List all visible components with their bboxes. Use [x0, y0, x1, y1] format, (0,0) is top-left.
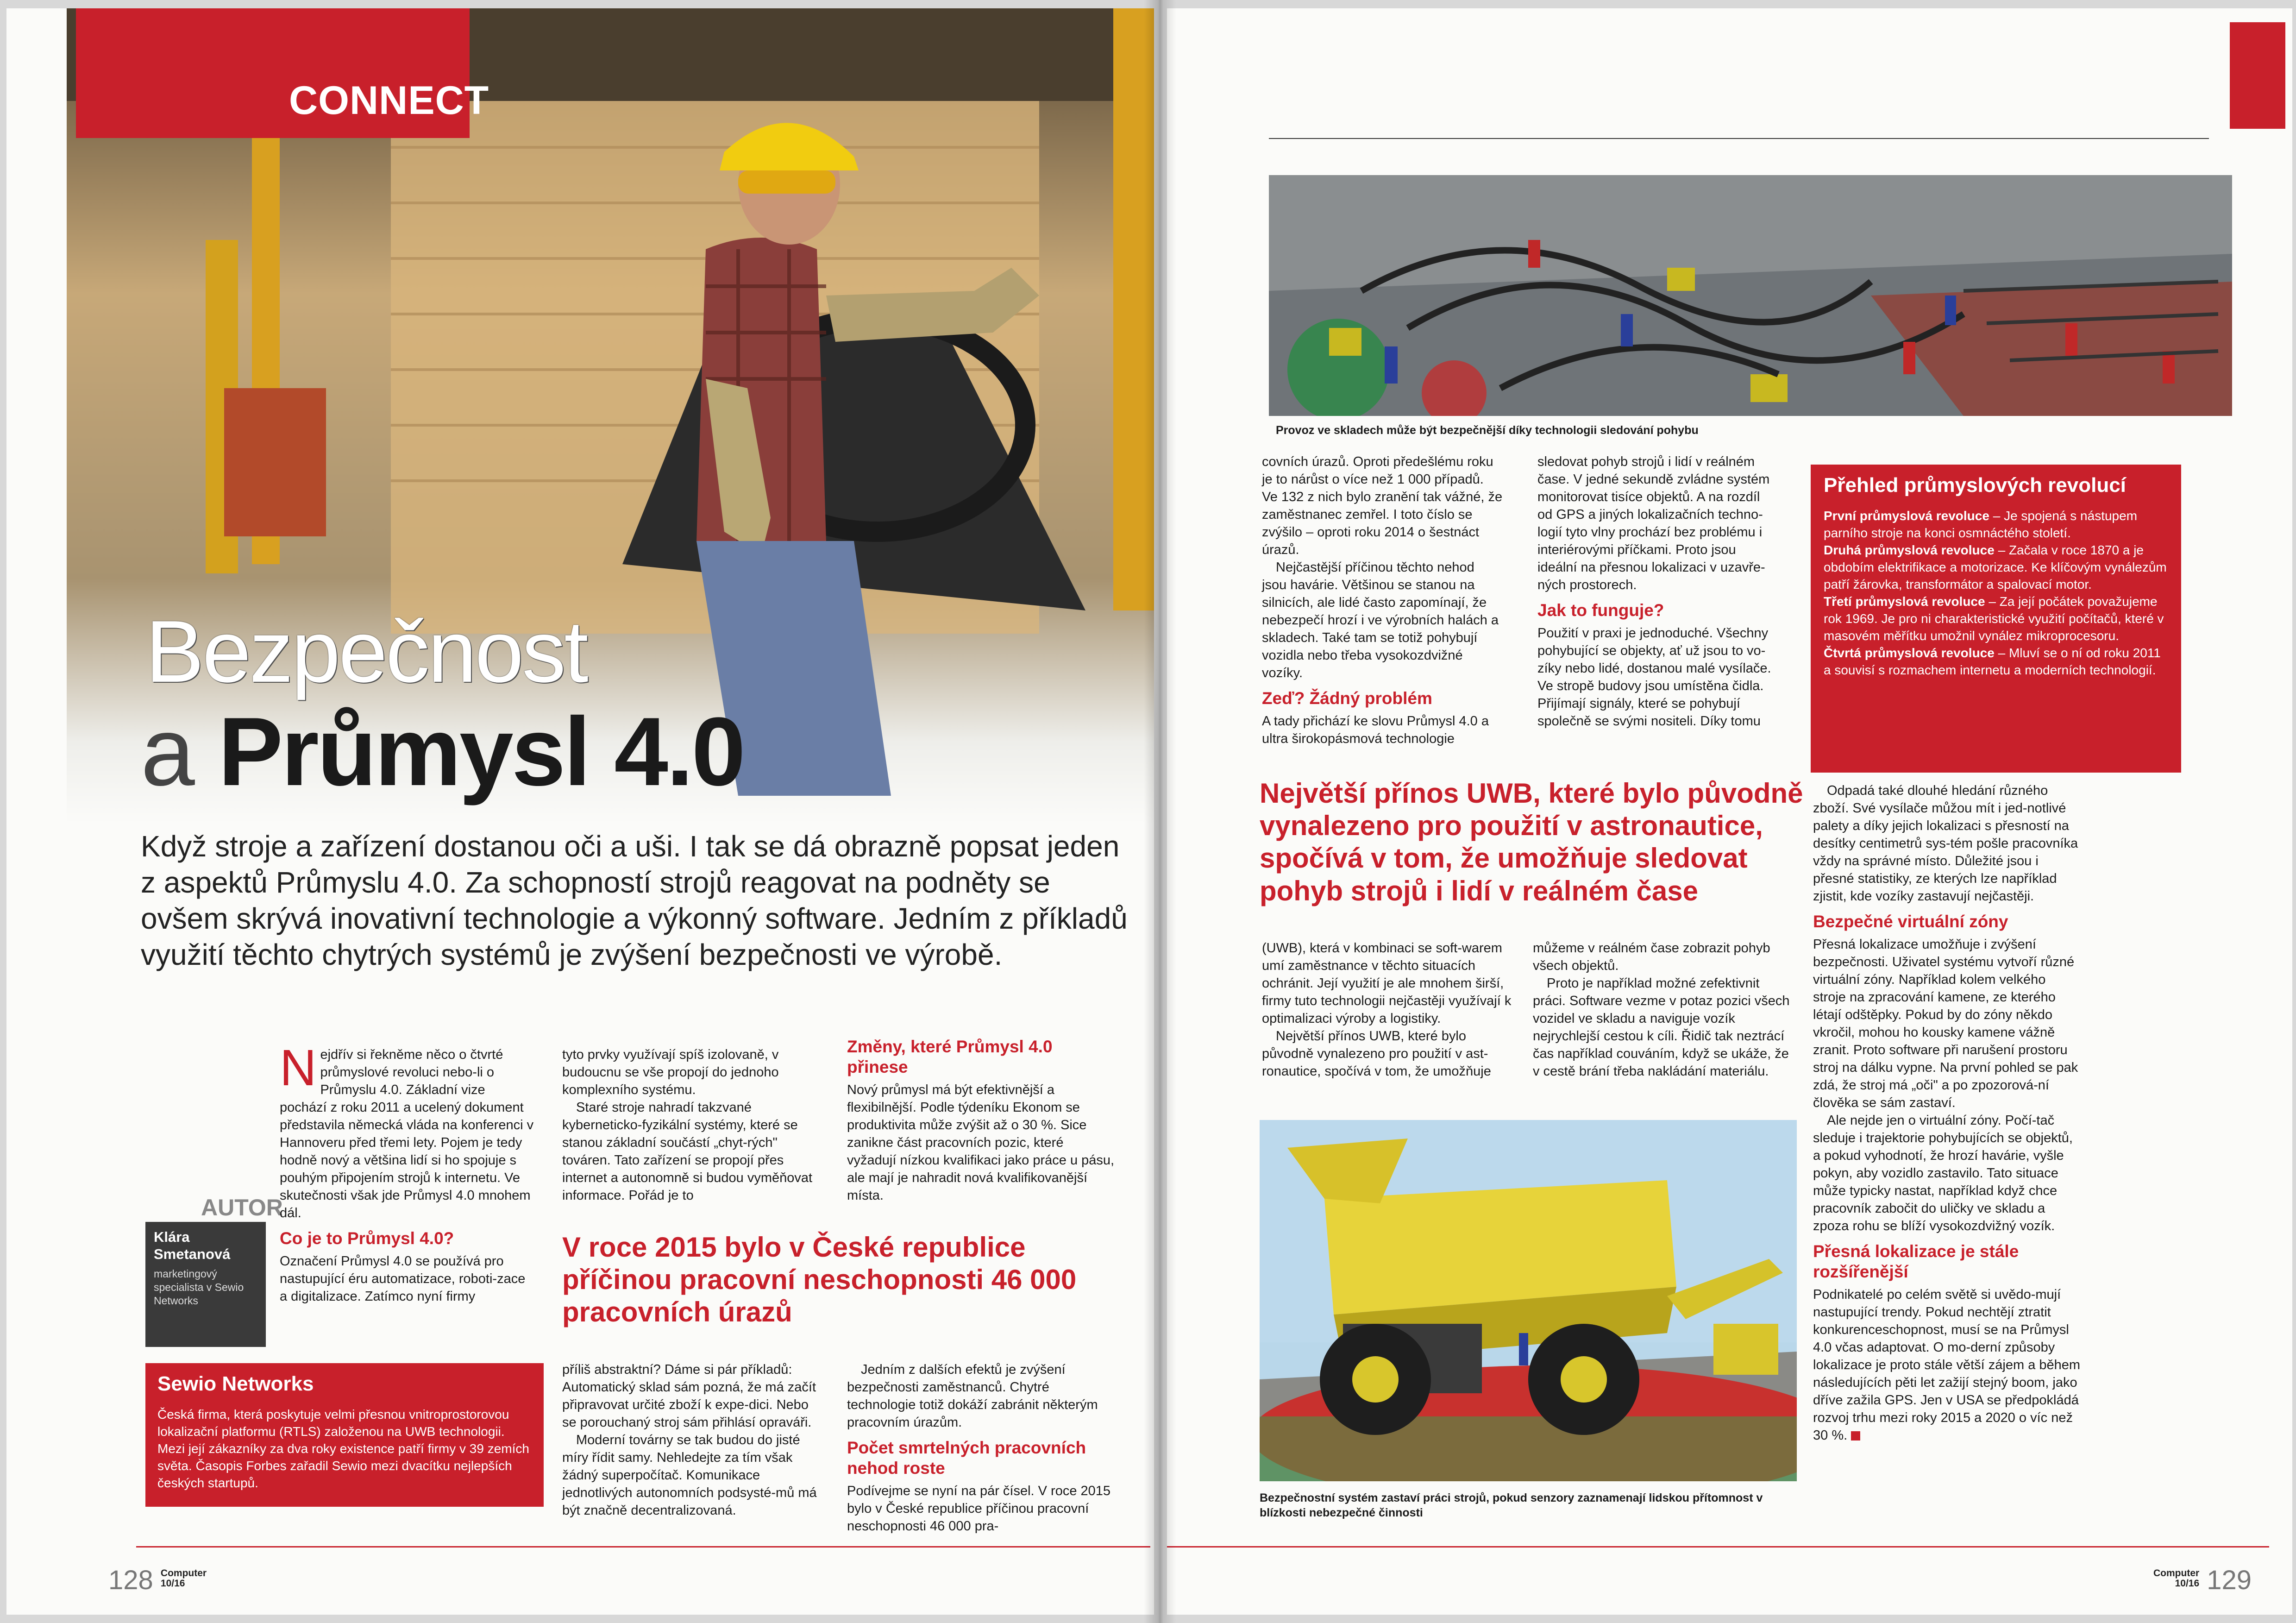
right-col2-para2: Použití v praxi je jednoduché. Všechny pohybující se objekty, ať už jsou to vo-zíky nebo lidé, dostanou malé vysílače. Ve stropě budovy jsou umístěna čidla. Přijímají signály, které se pohybují společně se svými nositeli. Díky tomu: [1537, 626, 1771, 729]
left-col3-para1: Nový průmysl má být efektivnější a flexibilnější. Podle týdeníku Ekonom se produktivita může zvýšit až o 30 %. Sice zanikne část pracovních pozic, které vyžadují nízkou kvalifikaci jako práce u pásu, ale mají je nahradit nová kvalifikovanější místa.: [847, 1082, 1115, 1203]
right-col2-heading: Jak to funguje?: [1537, 601, 1664, 620]
folio-right: [2153, 1565, 2252, 1596]
right-col1-heading: Zeď? Žádný problém: [1262, 689, 1432, 708]
right-col3-heading2: Přesná lokalizace je stále rozšířenější: [1813, 1242, 2019, 1281]
right-col3-para2: Přesná lokalizace umožňuje i zvýšení bezpečnosti. Uživatel systému vytvoří různé virtuální zóny. Například kolem velkého stroje na zpracování kamene, ze kterého létají odštěpky. Pokud by do zóny někdo vkročil, mohou ho kousky kamene vážně zranit. Proto software při narušení prostoru stroj na dálku vypne. Na první pohled se pak zdá, že stroj má „oči" a po zpozorová-ní člověka se sám zastaví.: [1813, 937, 2078, 1110]
revolution-3-head: Třetí průmyslová revoluce: [1824, 594, 1985, 609]
left-col2b-para2: Moderní továrny se tak budou do jisté míry řídit samy. Nehledejte za tím však žádný superpočítač. Komunikace jednotlivých autonomních podsysté-mů má být značně decentralizovaná.: [562, 1433, 817, 1518]
sidebar-revolutions: [1811, 465, 2181, 773]
left-column-3: [847, 1037, 1116, 1204]
issue-right: 10/16: [2175, 1578, 2200, 1589]
left-col3b-para2: Podívejme se nyní na pár čísel. V roce 2015 bylo v České republice příčinou pracovní neschopnosti 46 000 pra-: [847, 1484, 1111, 1534]
left-col1-para2: Označení Průmysl 4.0 se používá pro nastupující éru automatizace, roboti-zace a digitalizace. Zatímco nyní firmy: [280, 1254, 526, 1304]
caption-top: Provoz ve skladech může být bezpečnější díky technologii sledování pohybu: [1276, 424, 1699, 437]
left-bottom-rule: [136, 1546, 1150, 1548]
sidebar-revolutions-title: Přehled průmyslových revolucí: [1824, 474, 2126, 497]
title-line1: Bezpečnost: [145, 603, 587, 701]
revolution-1-head: První průmyslová revoluce: [1824, 509, 1989, 523]
page-number-right: 129: [2207, 1565, 2252, 1595]
pull-quote-right: Největší přínos UWB, které bylo původně vynalezeno pro použití v astronautice, spočívá v tom, že umožňuje sledovat pohyb strojů i lidí v reálném čase: [1260, 778, 1803, 906]
left-col3b-para1: Jedním z dalších efektů je zvýšení bezpečnosti zaměstnanců. Chytré technologie totiž dokáží zabránit některým pracovním úrazům.: [847, 1362, 1098, 1430]
right-column-1: [1262, 453, 1503, 748]
author-name: Klára Smetanová: [154, 1229, 231, 1262]
revolution-item: [1824, 644, 2168, 679]
warehouse-illustration: [1269, 175, 2232, 416]
revolution-item: [1824, 593, 2168, 644]
left-column-1: [280, 1039, 534, 1305]
warehouse-render: [1269, 175, 2232, 416]
right-col3-para3: Ale nejde jen o virtuální zóny. Počí-tač sleduje i trajektorie pohybujících se objektů, a pokud vyhodnotí, že hrozí havárie, vyšle pokyn, aby vozidlo zastavilo. Tato situace může typicky nastat, například když chce pracovník zabočit do uličky ve skladu a zpoza rohu se blíží vysokozdvižný vozík.: [1813, 1113, 2073, 1233]
right-col2-para1: sledovat pohyb strojů i lidí v reálném čase. V jedné sekundě zvládne systém monitorovat tisíce objektů. A na rozdíl od GPS a jiných lokalizačních techno-logií tyto vlny prochází bez problému i interiérovými příčkami. Proto jsou ideální na přesnou lokalizaci v uzavře-ných prostorech.: [1537, 454, 1770, 592]
left-page: [6, 8, 1154, 1615]
lead-paragraph: Když stroje a zařízení dostanou oči a uši. I tak se dá obrazně popsat jeden z aspektů Průmyslu 4.0. Za schopností strojů reagovat na podněty se ovšem skrývá inovativní technologie a výkonný software. Jedním z příkladů využití těchto chytrých systémů je zvýšení bezpečnosti ve výrobě.: [141, 830, 1128, 971]
revolution-2-head: Druhá průmyslová revoluce: [1824, 543, 1995, 557]
sidebar-sewio-title: Sewio Networks: [157, 1372, 314, 1395]
dump-truck-illustration: [1260, 1120, 1797, 1481]
magazine-name-right: [2153, 1568, 2199, 1589]
right-corner-tab: [2230, 22, 2285, 129]
revolution-4-head: Čtvrtá průmyslová revoluce: [1824, 646, 1995, 660]
left-col2-para2: Staré stroje nahradí takzvané kyberneticko-fyzikální systémy, které se stanou základní součástí „chyt-rých" továren. Tato zařízení se propojí přes internet a autonomně si budou vyměňovat informace. Pořád je to: [562, 1100, 813, 1203]
magazine-name-left: [161, 1568, 207, 1589]
left-col1-heading: Co je to Průmysl 4.0?: [280, 1229, 454, 1248]
right-mid2-para1: můžeme v reálném čase zobrazit pohyb všech objektů.: [1533, 941, 1770, 973]
dump-truck-render: [1260, 1120, 1797, 1481]
left-col2b-para1: příliš abstraktní? Dáme si pár příkladů: Automatický sklad sám pozná, že má začít připravovat určité zboží k expe-dici. Nebo se porouchaný stroj sám přihlásí opraváři.: [562, 1362, 816, 1430]
drop-cap: N: [280, 1039, 317, 1096]
revolution-2-text: – Začala v roce 1870 a je obdobím elektrifikace a motorizace. Ke klíčovým vynálezům patří žárovka, transformátor a spalovací motor.: [1824, 543, 2167, 591]
left-column-2: [562, 1046, 822, 1204]
right-col3-para4: [1813, 1286, 2082, 1444]
revolution-item: [1824, 507, 2168, 541]
right-col1-para1: covních úrazů. Oproti předešlému roku je to nárůst o více než 1 000 případů. Ve 132 z nich bylo zranění tak vážné, že zaměstnanec zemřel. I toto číslo se zvýšilo – oproti roku 2014 o šestnáct úrazů.: [1262, 454, 1503, 557]
revolution-item: [1824, 541, 2168, 593]
right-mid2-para2: Proto je například možné zefektivnit práci. Software vezme v potaz pozici všech vozidel ve skladu a naviguje vozík nejrychlejší cestou k cíli. Řidič tak neztrácí čas například couváním, když se ukáže, že v cestě brání třeba nakládání materiálu.: [1533, 976, 1790, 1079]
issue-left: 10/16: [160, 1578, 185, 1589]
sidebar-sewio: [145, 1363, 544, 1507]
sidebar-sewio-text: Česká firma, která poskytuje velmi přesnou vnitroprostorovou lokalizační platformu (RTLS) založenou na UWB technologii. Mezi její zákazníky za dva roky existence patří firmy v 39 zemích světa. Časopis Forbes zařadil Sewio mezi dvacítku nejlepších českých startupů.: [157, 1407, 529, 1490]
right-mid-column-1: [1262, 939, 1512, 1080]
author-label: AUTOR: [201, 1195, 283, 1220]
revolution-4-text: – Mluví se o ní od roku 2011 a souvisí s rozmachem internetu a moderních technologií.: [1824, 646, 2161, 677]
right-col3-heading1: Bezpečné virtuální zóny: [1813, 912, 2008, 931]
right-col3-text4: Podnikatelé po celém světě si uvědo-mují nastupující trendy. Pokud nechtějí ztratit konkurenceschopnost, musí se na Průmysl 4.0 včas adaptovat. O mo-derní způsoby lokalizace je proto stále větší zájem a během následujících pěti let zažijí stejný boom, jako dříve zažila GPS. Jen v USA se předpokládá rozvoj trhu mezi roky 2015 a 2020 o víc než 30 %.: [1813, 1287, 2081, 1443]
title-line2: [141, 697, 744, 806]
caption-bottom: Bezpečnostní systém zastaví práci strojů, pokud senzory zaznamenají lidskou přítomnost v blízkosti nebezpečné činnosti: [1260, 1491, 1763, 1519]
author-role: marketingový specialista v Sewio Networks: [154, 1268, 244, 1307]
left-col3-heading: Změny, které Průmysl 4.0 přinese: [847, 1037, 1053, 1076]
page-number-left: 128: [108, 1565, 153, 1595]
revolution-1-text: – Je spojená s nástupem parního stroje na konci osmnáctého století.: [1824, 509, 2138, 540]
right-column-3: [1813, 782, 2082, 1444]
revolution-3-text: – Za její počátek považujeme rok 1969. Je pro ni charakteristické využití počítačů, které v masovém měřítku umožnil vynález mikroprocesoru.: [1824, 594, 2164, 643]
left-col3b-heading: Počet smrtelných pracovních nehod roste: [847, 1438, 1086, 1478]
title-line2-b: Průmysl 4.0: [218, 697, 744, 806]
left-col1-text1: ejdřív si řekněme něco o čtvrté průmyslové revoluci nebo-li o Průmyslu 4.0. Základní vize pochází z roku 2011 a ucelený dokument představila německá vláda na konferenci v Hannoveru před třemi lety. Pojem je tedy hodně nový a většina lidí si ho spojuje s pouhým připojením strojů k internetu. Ve skutečnosti však jde Průmysl 4.0 mnohem dál.: [280, 1047, 534, 1220]
end-mark-icon: [1851, 1431, 1860, 1441]
right-column-2: [1537, 453, 1778, 730]
pull-quote-left: V roce 2015 bylo v České republice příčinou pracovní neschopnosti 46 000 pracovních úrazů: [562, 1232, 1077, 1328]
right-mid1-para2: Největší přínos UWB, které bylo původně vynalezeno pro použití v ast-ronautice, spočívá v tom, že umožňuje: [1262, 1029, 1491, 1079]
right-col3-para1: Odpadá také dlouhé hledání různého zboží. Své vysílače můžou mít i jed-notlivé palety a díky jejich lokalizaci s přesností na desítky centimetrů sys-tém pošle pracovníka vždy na správné místo. Důležité jsou i přesné statistiky, ze kterých lze například zjistit, kde vozíky zastavují nejčastěji.: [1813, 783, 2078, 904]
top-rule: [1269, 138, 2209, 139]
right-mid-column-2: [1533, 939, 1792, 1080]
right-mid1-para1: (UWB), která v kombinaci se soft-warem umí zaměstnance v těchto situacích ochránit. Její využití je ale mnohem širší, firmy tuto technologii nejčastěji využívají k optimalizaci výroby a logistiky.: [1262, 941, 1512, 1026]
left-column-2b: [562, 1361, 822, 1519]
right-col1-para2: Nejčastější příčinou těchto nehod jsou havárie. Většinou se stanou na silnicích, ale lidé často zapomínají, že nebezpečí hrozí i ve výrobních halách a skladech. Také tam se totiž pohybují vozidla nebo třeba vysokozdvižné vozíky.: [1262, 560, 1499, 680]
title-line2-a: a: [141, 697, 219, 806]
author-box: [145, 1222, 266, 1347]
right-bottom-rule: [1167, 1546, 2269, 1548]
binding-gutter: [1144, 0, 1176, 1623]
right-col1-para3: A tady přichází ke slovu Průmysl 4.0 a ultra širokopásmová technologie: [1262, 714, 1489, 746]
left-column-3b: [847, 1361, 1116, 1535]
left-col2-para1: tyto prvky využívají spíš izolovaně, v budoucnu se vše propojí do jednoho komplexního systému.: [562, 1047, 779, 1097]
left-col1-para1: [280, 1039, 534, 1222]
right-page: [1167, 8, 2292, 1615]
mag-left: Computer: [160, 1568, 207, 1579]
mag-right: Computer: [2153, 1568, 2200, 1579]
folio-left: [108, 1565, 207, 1596]
section-tag: CONNECT: [289, 78, 489, 123]
